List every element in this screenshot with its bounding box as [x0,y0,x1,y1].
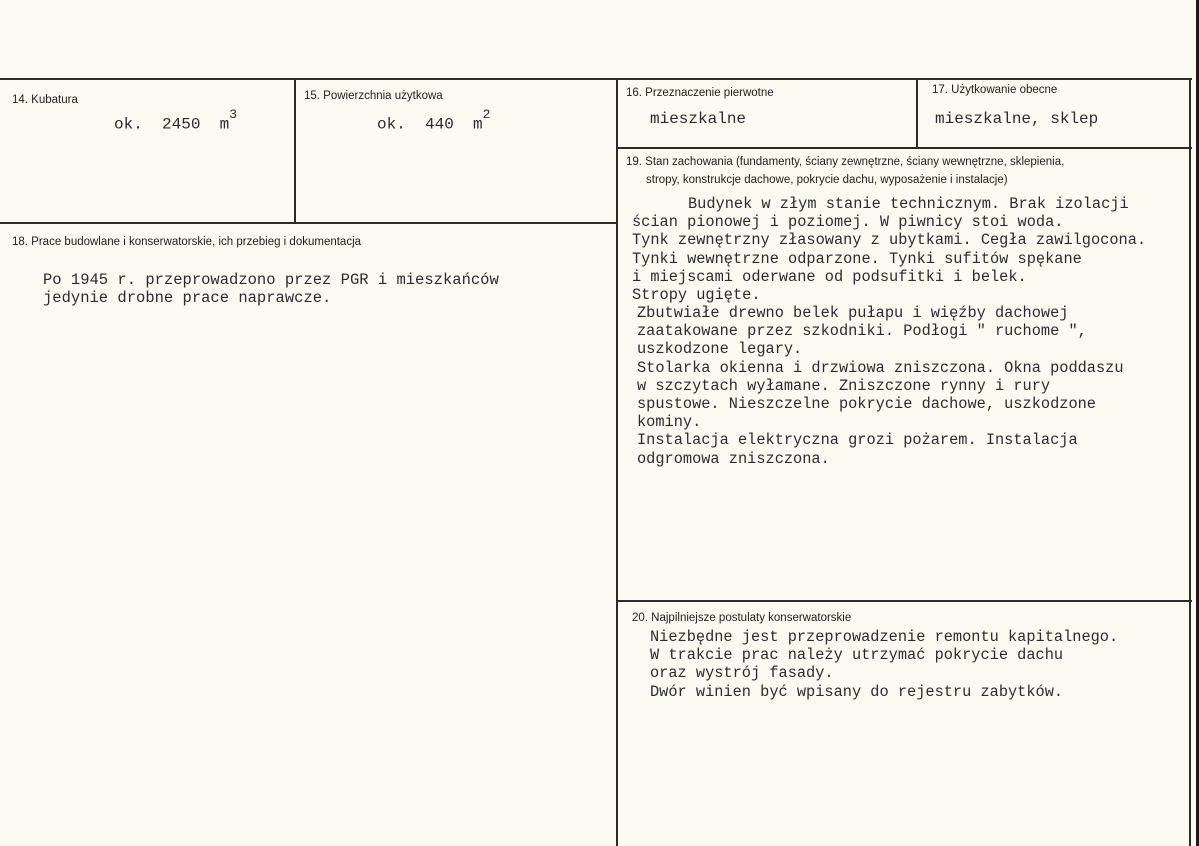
powierzchnia-label: 15. Powierzchnia użytkowa [304,90,443,102]
prace-label: 18. Prace budowlane i konserwatorskie, ich przebieg i dokumentacja [12,236,362,248]
postulaty-text [650,628,1118,701]
stan-line: Tynk zewnętrzny złasowany z ubytkami. Cegła zawilgocona. [632,231,1147,250]
stan-block-1 [632,195,1146,304]
col-divider-16-17 [916,78,918,148]
rule-above-20 [618,600,1192,602]
postulaty-line: Dwór winien być wpisany do rejestru zabytków. [650,682,1064,701]
przeznaczenie-label: 16. Przeznaczenie pierwotne [626,87,774,99]
stan-line: uszkodzone legary. [637,340,803,359]
powierzchnia-value [377,107,491,134]
col-divider-main [616,78,618,846]
col-divider-14-15 [294,78,296,223]
postulaty-line: W trakcie prac należy utrzymać pokrycie dachu [650,646,1064,665]
kubatura-value [114,107,238,134]
stan-block-2 [637,304,1124,468]
powierzchnia-unit: m [473,115,483,134]
kubatura-unit: m [219,115,230,134]
top-rule [0,78,1192,80]
uzytkowanie-label: 17. Użytkowanie obecne [932,84,1058,96]
postulaty-label: 20. Najpilniejsze postulaty konserwatorskie [632,612,852,624]
postulaty-line: oraz wystrój fasady. [650,664,834,683]
stan-label-line2: stropy, konstrukcje dachowe, pokrycie dachu, wyposażenie i instalacje) [646,174,1008,186]
prace-line: Po 1945 r. przeprowadzono przez PGR i mieszkańców [43,271,499,289]
kubatura-unit-exponent: 3 [229,107,238,122]
stan-line: Zbutwiałe drewno belek pułapu i więźby dachowej [637,304,1069,322]
stan-line: Instalacja elektryczna grozi pożarem. Instalacja [637,431,1078,450]
stan-line: Budynek w złym stanie technicznym. Brak izolacji [688,195,1129,213]
powierzchnia-number: 440 [425,115,454,134]
stan-line: spustowe. Nieszczelne pokrycie dachowe, uszkodzone [637,395,1096,414]
stan-line: odgromowa zniszczona. [637,449,830,468]
stan-line: kominy. [637,413,702,432]
kubatura-label: 14. Kubatura [12,94,78,106]
przeznaczenie-value: mieszkalne [650,110,747,128]
powierzchnia-prefix: ok. [377,115,406,134]
kubatura-number: 2450 [162,115,201,134]
uzytkowanie-value: mieszkalne, sklep [935,110,1099,128]
stan-line: Tynki wewnętrzne odparzone. Tynki sufitów spękane [632,249,1082,268]
stan-line: ścian pionowej i poziomej. W piwnicy stoi woda. [632,213,1064,232]
postulaty-line: Niezbędne jest przeprowadzenie remontu kapitalnego. [650,628,1119,646]
kubatura-prefix: ok. [114,115,143,134]
rule-under-14-15 [0,222,616,224]
prace-text [43,271,499,307]
stan-line: w szczytach wyłamane. Zniszczone rynny i rury [637,376,1051,395]
stan-line: Stolarka okienna i drzwiowa zniszczona. Okna poddaszu [637,358,1124,377]
stan-label-line1: 19. Stan zachowania (fundamenty, ściany zewnętrzne, ściany wewnętrzne, sklepienia, [626,156,1065,168]
prace-line: jedynie drobne prace naprawcze. [43,289,332,308]
powierzchnia-unit-exponent: 2 [482,107,491,122]
rule-under-16-17 [616,147,1192,149]
right-border [1189,78,1191,846]
stan-line: i miejscami oderwane od podsufitki i belek. [632,267,1027,286]
stan-line: zaatakowane przez szkodniki. Podłogi " ruchome ", [637,322,1087,341]
stan-line: Stropy ugięte. [632,286,761,305]
